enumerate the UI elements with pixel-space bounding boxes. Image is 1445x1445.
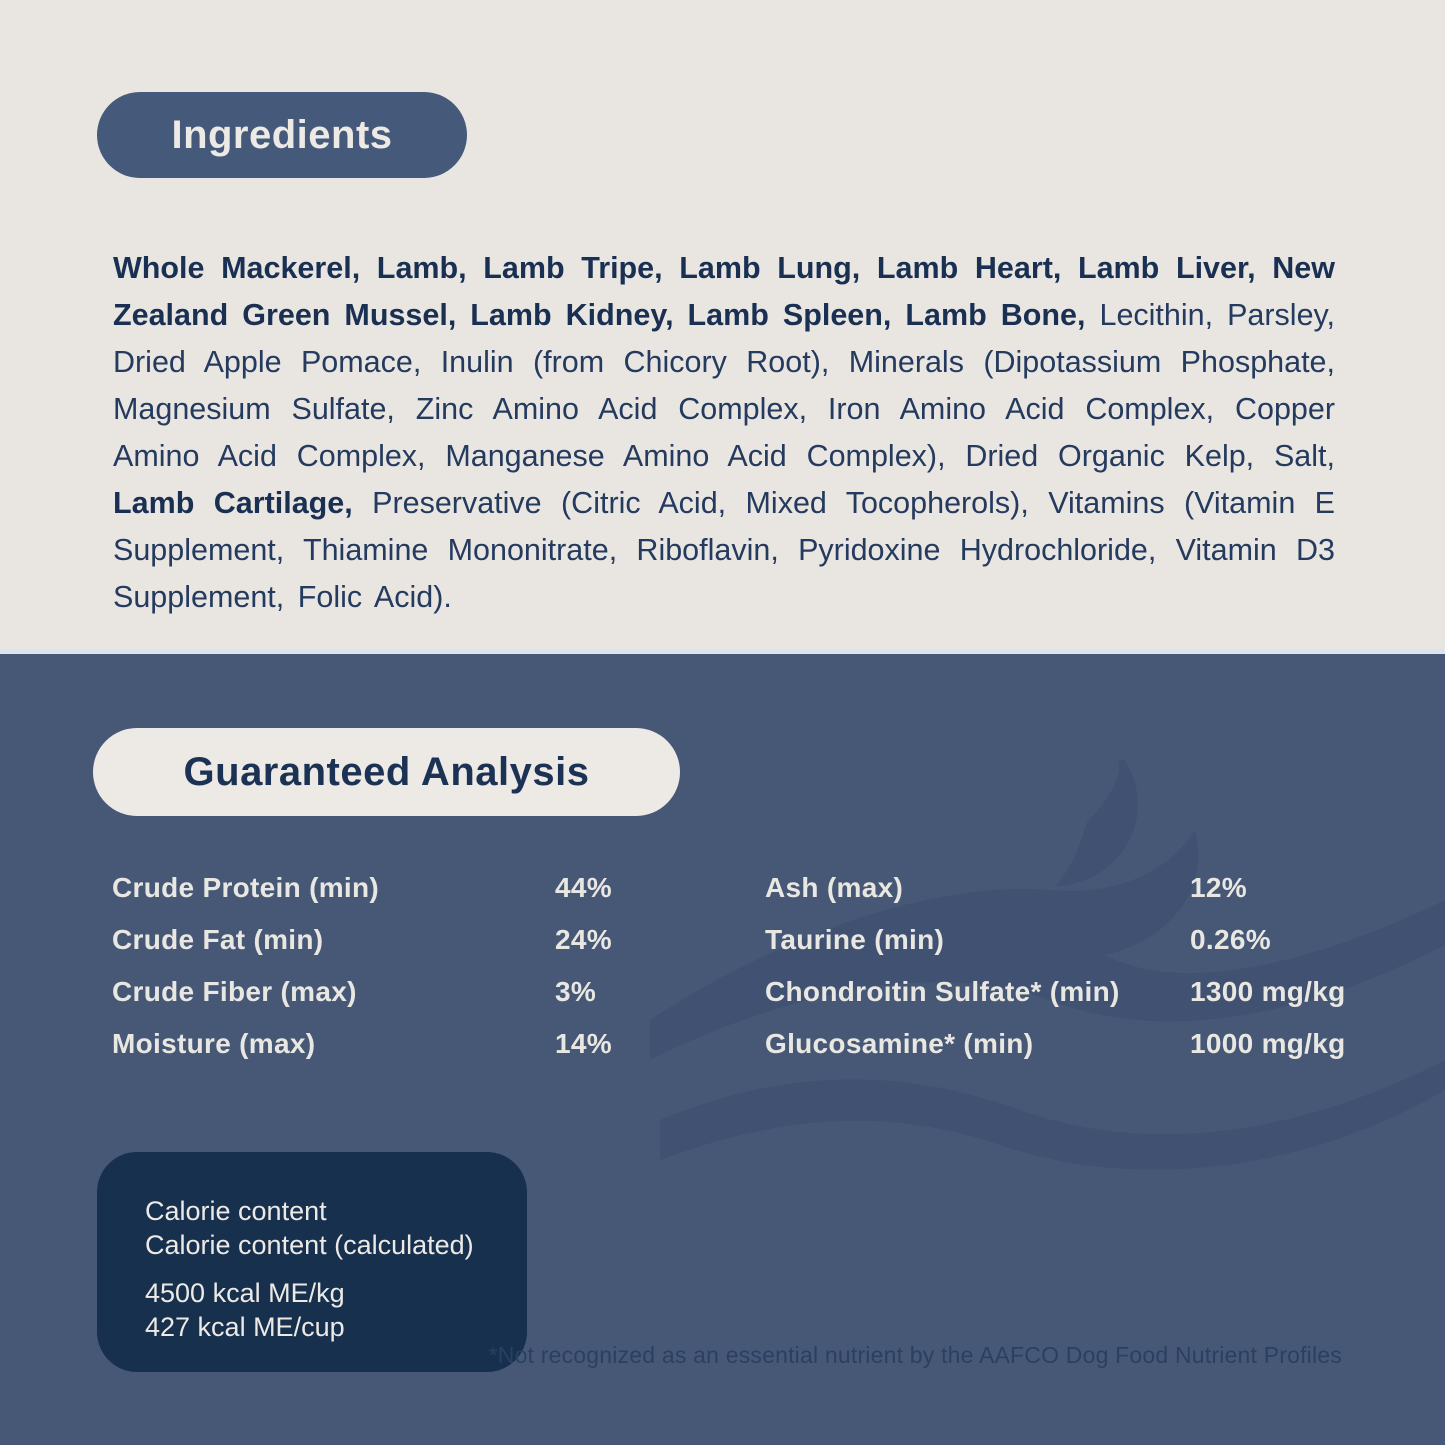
calorie-value-line2: 427 kcal ME/cup — [145, 1312, 345, 1342]
ingredients-regular-2: Preservative (Citric Acid, Mixed Tocopherols), Vitamins (Vitamin E Supplement, Thiamine Mononitrate, Riboflavin, Pyridoxine Hydrochloride, Vitamin D3 Supplement, Folic Acid). — [113, 485, 1336, 614]
analysis-table-right — [765, 862, 1346, 1070]
ingredients-primary-bold: Whole Mackerel, Lamb, Lamb Tripe, Lamb Lung, Lamb Heart, Lamb Liver, New Zealand Green Mussel, Lamb Kidney, Lamb Spleen, Lamb Bone, — [113, 250, 1335, 332]
analysis-value: 12% — [1190, 872, 1247, 903]
analysis-value: 3% — [555, 976, 597, 1007]
calorie-content-text — [145, 1194, 474, 1344]
ingredients-section — [0, 0, 1445, 649]
analysis-value: 44% — [555, 872, 612, 903]
analysis-label: Glucosamine* (min) — [765, 1028, 1034, 1059]
calorie-title-line1: Calorie content — [145, 1196, 327, 1226]
calorie-title-line2: Calorie content (calculated) — [145, 1230, 474, 1260]
calorie-text-gap — [145, 1262, 474, 1276]
ingredients-badge — [97, 92, 467, 178]
ingredients-badge-label: Ingredients — [171, 112, 393, 157]
calorie-content-box — [97, 1152, 527, 1372]
analysis-label: Chondroitin Sulfate* (min) — [765, 976, 1120, 1007]
ingredients-cartilage-bold: Lamb Cartilage, — [113, 485, 353, 520]
ingredients-paragraph — [113, 245, 1335, 621]
aafco-footnote: *Not recognized as an essential nutrient by the AAFCO Dog Food Nutrient Profiles — [488, 1342, 1342, 1368]
analysis-label: Crude Protein (min) — [112, 872, 380, 903]
analysis-value: 0.26% — [1190, 924, 1271, 955]
guaranteed-analysis-badge-label: Guaranteed Analysis — [183, 749, 590, 794]
analysis-label: Crude Fat (min) — [112, 924, 324, 955]
analysis-label: Taurine (min) — [765, 924, 945, 955]
analysis-value: 1300 mg/kg — [1190, 976, 1346, 1007]
analysis-value: 14% — [555, 1028, 612, 1059]
analysis-value: 24% — [555, 924, 612, 955]
analysis-table-left — [112, 862, 612, 1070]
analysis-label: Crude Fiber (max) — [112, 976, 357, 1007]
calorie-value-line1: 4500 kcal ME/kg — [145, 1278, 345, 1308]
guaranteed-analysis-badge — [93, 728, 680, 816]
analysis-label: Ash (max) — [765, 872, 904, 903]
analysis-label: Moisture (max) — [112, 1028, 316, 1059]
ingredients-regular-1: Lecithin, Parsley, Dried Apple Pomace, Inulin (from Chicory Root), Minerals (Dipotassium Phosphate, Magnesium Sulfate, Zinc Amino Acid Complex, Iron Amino Acid Complex, Copper Amino Acid Complex, Manganese Amino Acid Complex), Dried Organic Kelp, Salt, — [113, 297, 1335, 473]
analysis-value: 1000 mg/kg — [1190, 1028, 1346, 1059]
